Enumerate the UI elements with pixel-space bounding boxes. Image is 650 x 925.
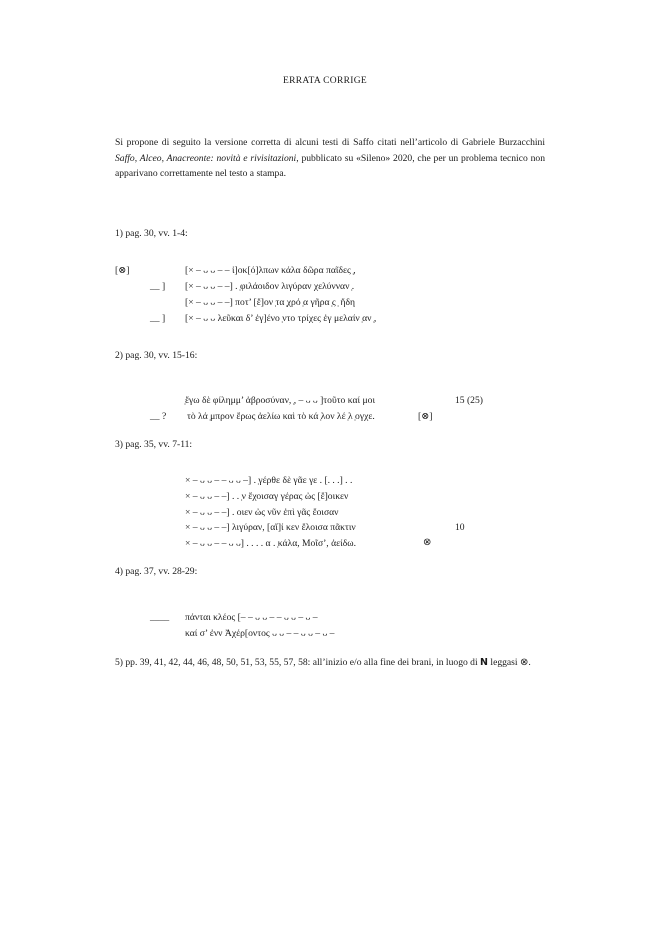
s3-line-3: × – ᴗ ᴗ – –] . οιεν ὠς νῦν ἐπὶ γᾶς ἔοισαν — [185, 507, 339, 518]
s2-line-2-left: __ ? — [150, 411, 167, 422]
section-5-text — [115, 657, 531, 668]
s4-line-1-left: ____ — [150, 612, 170, 623]
s3-line-4-number: 10 — [455, 522, 465, 533]
s1-line-1: [× – ᴗ ᴗ – – ἰ]οκ[ό]λπων κάλα δῶρα παῖδες ̣, — [185, 265, 356, 276]
article-title: Saffo, Alceo, Anacreonte: novità e rivisitazioni — [115, 152, 297, 164]
section-1-heading: 1) pag. 30, vv. 1-4: — [115, 228, 188, 239]
n-symbol: N — [480, 657, 488, 668]
s4-line-1: πάνται κλέος [– – ᴗ ᴗ – – ᴗ ᴗ – ᴗ – — [185, 612, 318, 623]
s1-line-2-left: __ ] — [150, 281, 166, 292]
s4-line-2: καί σ’ ἐνν Ἀχέρ[οντος ᴗ ᴗ – – ᴗ ᴗ – ᴗ – — [185, 628, 335, 639]
s2-line-1: ̣ἔγω δὲ φίλημμ’ ἀβροσύναν, ̣, – ᴗ ᴗ ]τοῦτο καί μοι — [185, 395, 376, 406]
page-title: ERRATA CORRIGE — [283, 76, 367, 86]
s5-text-after: . — [528, 657, 531, 668]
intro-part2: , pubblicato su «Sileno» 2020, che per un problema tecnico non apparivano correttamente nel testo a stampa. — [115, 152, 545, 179]
s1-line-3: [× – ᴗ ᴗ – –] ποτ’ [ἔ]ον ̣τα ̣χρό ̣α γῆρα ̣ς ̣ ἤδη — [185, 297, 356, 308]
s3-line-1: × – ᴗ ᴗ – – ᴗ ᴗ –] . ̣γέρθε δὲ γᾶε γε . [. . .] . . — [185, 475, 353, 486]
s1-line-4: [× – ᴗ ᴗ λεῦκαι δ’ ἐγ]ένο ̣ντο τρίχες ἐγ μελαίν ̣αν ̣, — [185, 313, 377, 324]
s3-line-5: × – ᴗ ᴗ – – ᴗ ᴗ] . . . . α . ̣κάλα, Μοῖσ’, ἀείδω. — [185, 538, 356, 549]
section-4-heading: 4) pag. 37, vv. 28-29: — [115, 566, 198, 577]
s3-line-4: × – ᴗ ᴗ – –] λιγύραν, [αἴ]ί κεν ἔλοισα πᾶκτιν — [185, 522, 356, 533]
section-2-heading: 2) pag. 30, vv. 15-16: — [115, 350, 198, 361]
section-3-heading: 3) pag. 35, vv. 7-11: — [115, 439, 193, 450]
intro-paragraph — [115, 135, 545, 182]
s2-line-1-number: 15 (25) — [455, 395, 483, 406]
s5-text-mid: leggasi — [488, 657, 520, 668]
s1-line-4-left: __ ] — [150, 313, 166, 324]
otimes-symbol: ⊗ — [423, 537, 432, 548]
s2-line-2-marker: [⊗] — [418, 411, 433, 422]
s5-text-before: 5) pp. 39, 41, 42, 44, 46, 48, 50, 51, 53, 55, 57, 58: all’inizio e/o alla fine dei brani, in luogo di — [115, 657, 481, 668]
s2-line-2: τὸ λά ̣μπρον ἔρως ἀελίω καὶ τὸ κά ̣λον λέ ̣λ ̣ογχε. — [187, 411, 375, 422]
otimes-symbol: ⊗ — [519, 657, 529, 668]
s3-line-2: × – ᴗ ᴗ – –] . . ̣ν ἔχοισαγ γέρας ὠς [ἔ]οικεν — [185, 491, 349, 502]
s1-line-2: [× – ᴗ ᴗ – –] . ̣φιλάοιδον λιγύραν χελύνναν ̣. — [185, 281, 355, 292]
intro-part1: Si propone di seguito la versione corretta di alcuni testi di Saffo citati nell’articolo di Gabriele Burzacchini — [115, 137, 545, 148]
section-1-marker: [⊗] — [115, 265, 130, 276]
